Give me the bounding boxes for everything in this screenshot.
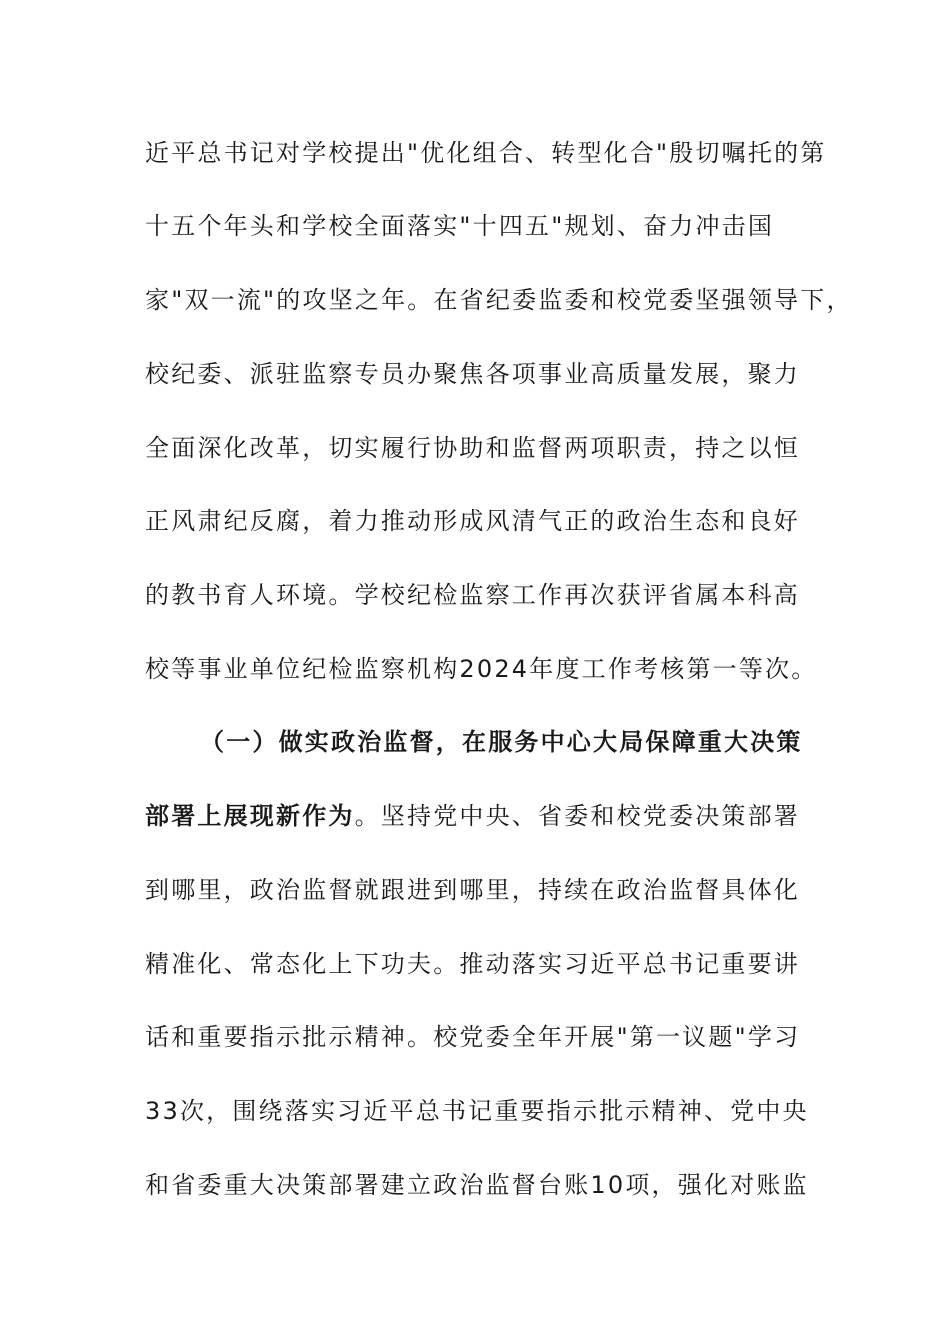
body-text-line: 的教书育人环境。学校纪检监察工作再次获评省属本科高 [145, 581, 800, 609]
section-heading: （一）做实政治监督，在服务中心大局保障重大决策 [200, 728, 803, 756]
body-text-line: 家"双一流"的攻坚之年。在省纪委监委和校党委坚强领导下， [145, 286, 853, 314]
body-text-line: 校等事业单位纪检监察机构2024年度工作考核第一等次。 [145, 655, 818, 683]
body-text-line: 话和重要指示批示精神。校党委全年开展"第一议题"学习 [145, 1023, 801, 1051]
body-text-line: 校纪委、派驻监察专员办聚焦各项事业高质量发展，聚力 [145, 360, 800, 388]
body-text-fragment: 。坚持党中央、省委和校党委决策部署 [354, 802, 801, 830]
section-heading-tail: 部署上展现新作为 [145, 802, 355, 830]
body-text-line: 近平总书记对学校提出"优化组合、转型化合"殷切嘱托的第 [145, 139, 827, 167]
body-text-line: 十五个年头和学校全面落实"十四五"规划、奋力冲击国 [145, 212, 775, 240]
body-text-line: 全面深化改革，切实履行协助和监督两项职责，持之以恒 [145, 434, 800, 462]
section-heading-continuation [145, 796, 825, 836]
body-text-line: 精准化、常态化上下功夫。推动落实习近平总书记重要讲 [145, 950, 800, 978]
body-text-line: 和省委重大决策部署建立政治监督台账10项，强化对账监 [145, 1171, 809, 1199]
body-text-line: 33次，围绕落实习近平总书记重要指示批示精神、党中央 [145, 1097, 809, 1125]
body-text-line: 到哪里，政治监督就跟进到哪里，持续在政治监督具体化 [145, 876, 800, 904]
body-text-line: 正风肃纪反腐，着力推动形成风清气正的政治生态和良好 [145, 507, 800, 535]
